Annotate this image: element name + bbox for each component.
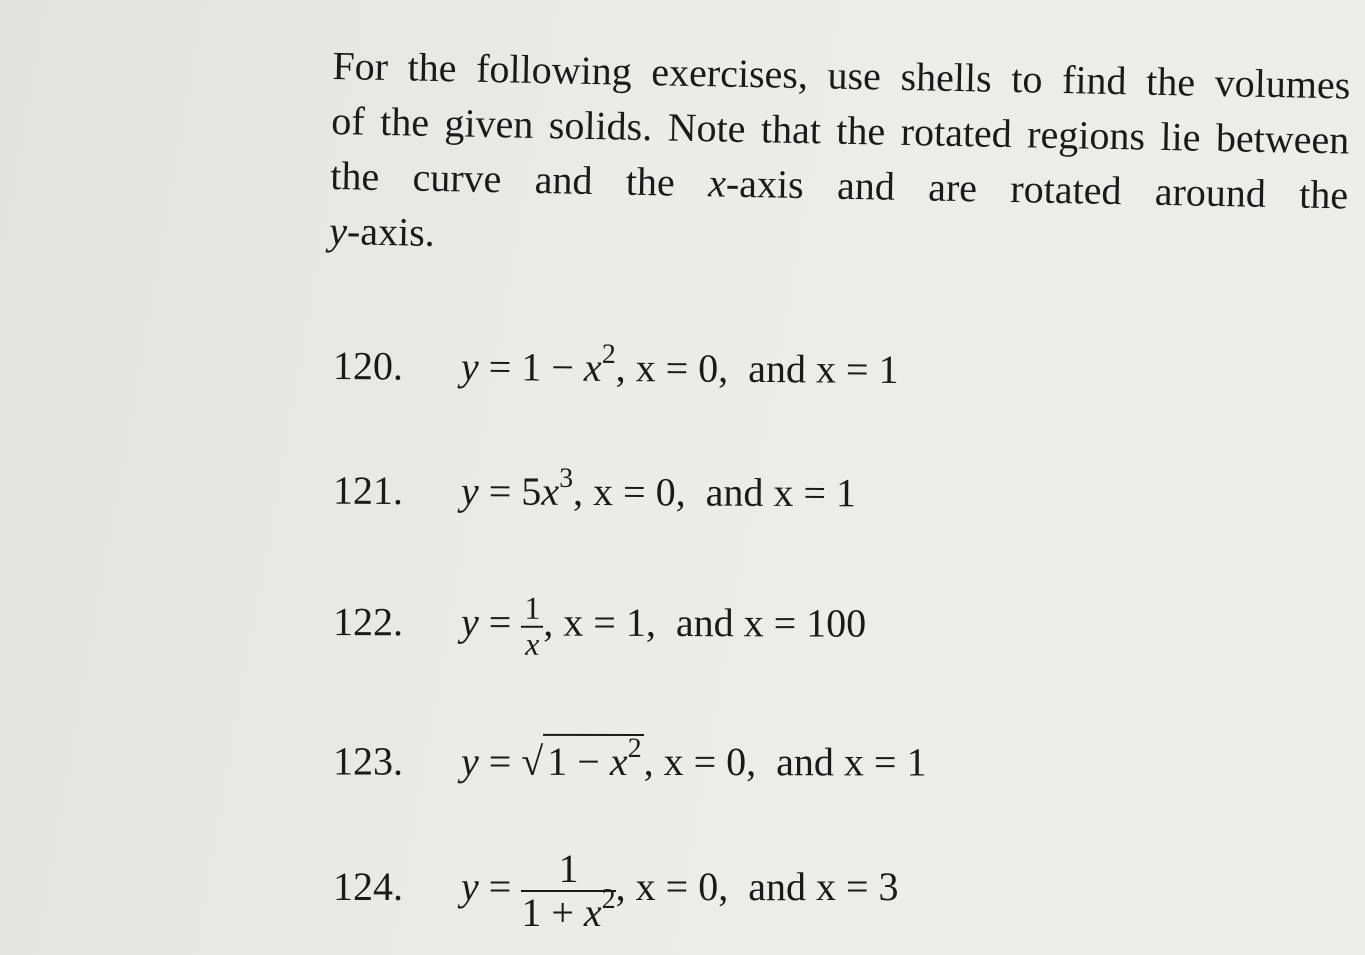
- denominator-text: 1 +: [521, 890, 584, 935]
- exercise-121: [332, 462, 857, 518]
- fraction: [521, 589, 543, 662]
- fraction: [521, 848, 615, 934]
- y-variable: y: [328, 207, 348, 254]
- instructions-line-1: For the following exercises, use shells to find the volumes: [332, 42, 1351, 108]
- eq-lhs: y: [461, 864, 479, 910]
- bound-2: x = 1: [805, 346, 899, 392]
- exercise-number: 123.: [332, 738, 404, 784]
- eq-lhs: y: [460, 738, 479, 784]
- exercise-122: [333, 591, 866, 662]
- bound-2: x = 1: [763, 469, 857, 516]
- exercise-120: [332, 338, 899, 394]
- fraction-numerator: 1: [521, 848, 615, 892]
- radicand-exponent: 2: [627, 732, 642, 765]
- bound-2: x = 1: [833, 739, 927, 785]
- exercise-124: [333, 848, 899, 934]
- denominator-var: x: [583, 890, 602, 935]
- bound-2: x = 3: [805, 864, 899, 910]
- fraction-numerator: 1: [521, 592, 543, 628]
- eq-lhs: y: [460, 468, 479, 514]
- and-word: and: [776, 739, 834, 785]
- and-word: and: [675, 600, 734, 646]
- eq-var: x: [583, 344, 602, 390]
- and-word: and: [748, 345, 807, 392]
- eq-rhs: =: [478, 864, 522, 910]
- radicand: [543, 734, 643, 786]
- x-variable: x: [707, 160, 727, 206]
- bound-1: , x = 0,: [572, 468, 686, 515]
- eq-rhs: =: [478, 599, 522, 645]
- eq-lhs: y: [460, 599, 479, 645]
- eq-rhs: =: [478, 738, 522, 784]
- bound-2: x = 100: [733, 600, 867, 646]
- eq-exponent: 2: [601, 338, 616, 370]
- bound-1: , x = 0,: [643, 739, 757, 785]
- radical-sign: √: [521, 738, 544, 784]
- eq-var: x: [541, 468, 560, 514]
- bound-1: , x = 0,: [615, 344, 729, 391]
- and-word: and: [748, 864, 806, 910]
- instructions-line-2: of the given solids. Note that the rotated regions lie between: [330, 97, 1350, 163]
- fraction-denominator: [521, 884, 616, 935]
- exercise-number: 121.: [332, 467, 404, 513]
- denominator-exponent: 2: [601, 884, 616, 915]
- radicand-var: x: [609, 738, 628, 784]
- eq-exponent: 3: [559, 462, 574, 494]
- eq-rhs: = 5: [478, 468, 542, 514]
- exercise-number: 120.: [332, 343, 404, 389]
- exercise-instructions: [329, 38, 1351, 278]
- instructions-text: the curve and the: [329, 152, 709, 206]
- exercise-number: 122.: [332, 598, 404, 645]
- fraction-denominator: x: [525, 625, 540, 662]
- bound-1: , x = 0,: [615, 864, 729, 910]
- square-root: [521, 734, 643, 786]
- exercise-number: 124.: [333, 864, 403, 910]
- instructions-text: -axis and are rotated around the: [725, 160, 1349, 218]
- exercise-123: [333, 733, 927, 786]
- radicand-text: 1 −: [547, 738, 610, 784]
- and-word: and: [705, 469, 764, 515]
- instructions-text: -axis.: [346, 208, 436, 255]
- eq-rhs: = 1 −: [478, 344, 585, 390]
- bound-1: , x = 1,: [543, 599, 656, 645]
- eq-lhs: y: [460, 343, 479, 390]
